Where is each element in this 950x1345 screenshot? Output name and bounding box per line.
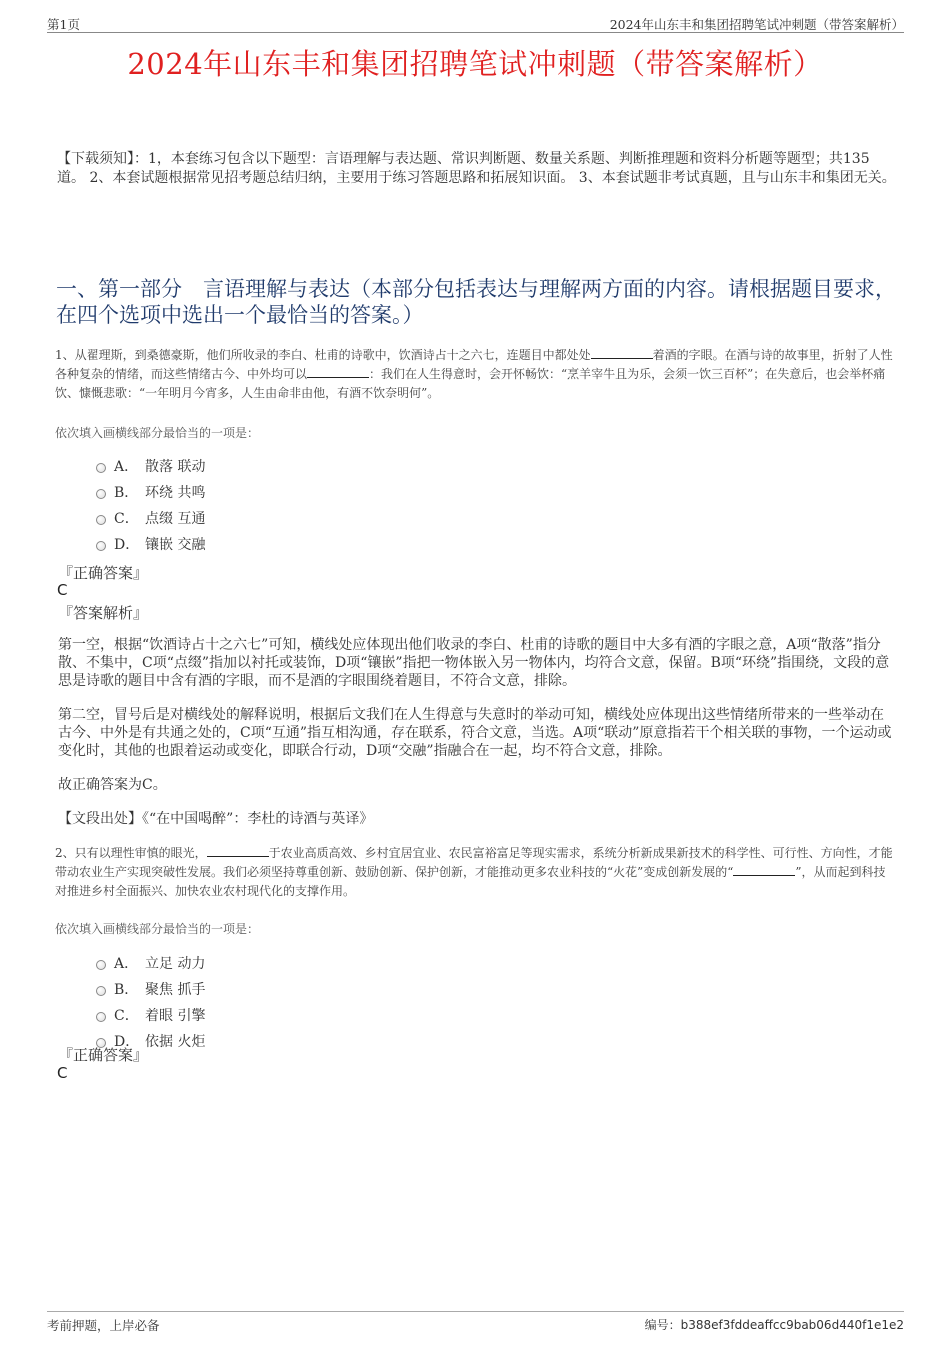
answer-blank [591,346,653,359]
option-text: 点缀 互通 [145,511,206,527]
analysis-conclusion: 故正确答案为C。 [58,777,167,793]
option-letter: C． [114,511,139,527]
question-1-prompt: 依次填入画横线部分最恰当的一项是： [55,426,260,440]
question-2-stem [55,844,897,901]
option-letter: D． [114,1034,140,1050]
option-letter: B． [114,982,139,998]
analysis-paragraph-2: 第二空，冒号后是对横线处的解释说明，根据后文我们在人生得意与失意时的举动可知，横线处应体现出这些情绪所带来的一些举动在古今、中外是有共通之处的，C项“互通”指互相沟通，存在联系，符合文意，当选。A项“联动”原意指若干个相关联的事物，一个运动或变化时，其他的也跟着运动或变化，即联合行动，D项“交融”指融合在一起，均不符合文意，排除。 [58,707,892,759]
option-text: 环绕 共鸣 [145,485,206,501]
option-letter: A． [114,956,139,972]
question-2-prompt: 依次填入画横线部分最恰当的一项是： [55,922,260,936]
analysis-paragraph-1: 第一空，根据“饮酒诗占十之六七”可知，横线处应体现出他们收录的李白、杜甫的诗歌的题目中大多有酒的字眼之意，A项“散落”指分散、不集中，C项“点缀”指加以衬托或装饰，D项“镶嵌”指把一物体嵌入另一物体内，均符合文意，保留。B项“环绕”指围绕，文段的意思是诗歌的题目中含有酒的字眼，而不是酒的字眼围绕着题目，不符合文意，排除。 [58,637,890,689]
option-letter: D． [114,537,140,553]
page-header [47,14,904,33]
option-text: 镶嵌 交融 [145,537,206,553]
option-text: 着眼 引擎 [145,1008,206,1024]
answer-label: 『正确答案』 [58,1046,149,1064]
correct-answer: C [57,1064,68,1082]
radio-icon[interactable] [96,1012,106,1022]
page-number: 第1页 [47,17,80,32]
answer-blank [207,844,269,857]
radio-icon[interactable] [96,463,106,473]
question-1-text-part1: 1、从翟理斯，到桑德豪斯，他们所收录的李白、杜甫的诗歌中，饮酒诗占十之六七，连题目中都处处 [55,348,591,362]
option-text: 聚焦 抓手 [145,982,206,998]
option-text: 散落 联动 [145,459,206,475]
answer-blank [307,365,369,378]
download-notice: 【下载须知】：1，本套练习包含以下题型：言语理解与表达题、常识判断题、数量关系题、判断推理题和资料分析题等题型；共135道。 2、本套试题根据常见招考题总结归纳，主要用于练习答题思路和拓展知识面。 3、本套试题非考试真题，且与山东丰和集团无关。 [57,151,896,186]
correct-answer: C [57,581,68,599]
option-letter: A． [114,459,139,475]
section-title: 一、第一部分 言语理解与表达（本部分包括表达与理解两方面的内容。请根据题目要求，在四个选项中选出一个最恰当的答案。） [56,277,896,327]
page-footer [47,1311,904,1332]
code-label: 编号： [644,1318,681,1332]
footer-slogan: 考前押题，上岸必备 [47,1318,160,1333]
question-2-text-part1: 2、只有以理性审慎的眼光， [55,846,207,860]
option-text: 依据 火炬 [145,1034,206,1050]
option-text: 立足 动力 [145,956,206,972]
question-2-text-part2: 于农业高质高效、乡村宜居宜业、农民富裕富足等现实需求，系统分析新成果新技术的科学性、可行性、方向性，才能带动农业生产实现突破性发展。我们必须坚持尊重创新、鼓励创新、保护创新，才能推动更多农业科技的“火花”变成创新发展的“ [55,846,893,879]
question-2-text-part3: ”，从而起到科技对推进乡村全面振兴、加快农业农村现代化的支撑作用。 [55,865,886,898]
radio-icon[interactable] [96,986,106,996]
radio-icon[interactable] [96,515,106,525]
question-1-stem [55,346,897,403]
option-letter: B． [114,485,139,501]
document-code [645,1316,904,1333]
code-value: b388ef3fddeaffcc9bab06d440f1e1e2 [680,1318,904,1332]
option-letter: C． [114,1008,139,1024]
question-1-text-part2: 着酒的字眼。在酒与诗的故事里，折射了人性各种复杂的情绪，而这些情绪古今、中外均可以 [55,348,893,381]
passage-source: 【文段出处】《“在中国喝醉”：李杜的诗酒与英译》 [58,811,374,827]
question-1-text-part3: ：我们在人生得意时，会开怀畅饮：“烹羊宰牛且为乐，会须一饮三百杯”；在失意后，也会举杯痛饮、慷慨悲歌：“一年明月今宵多，人生由命非由他，有酒不饮奈明何”。 [55,367,886,400]
header-doc-title: 2024年山东丰和集团招聘笔试冲刺题（带答案解析） [609,17,904,32]
analysis-label: 『答案解析』 [58,604,149,622]
document-title: 2024年山东丰和集团招聘笔试冲刺题（带答案解析） [127,47,823,81]
radio-icon[interactable] [96,489,106,499]
radio-icon[interactable] [96,960,106,970]
answer-label: 『正确答案』 [58,564,149,582]
answer-blank [733,863,795,876]
radio-icon[interactable] [96,541,106,551]
